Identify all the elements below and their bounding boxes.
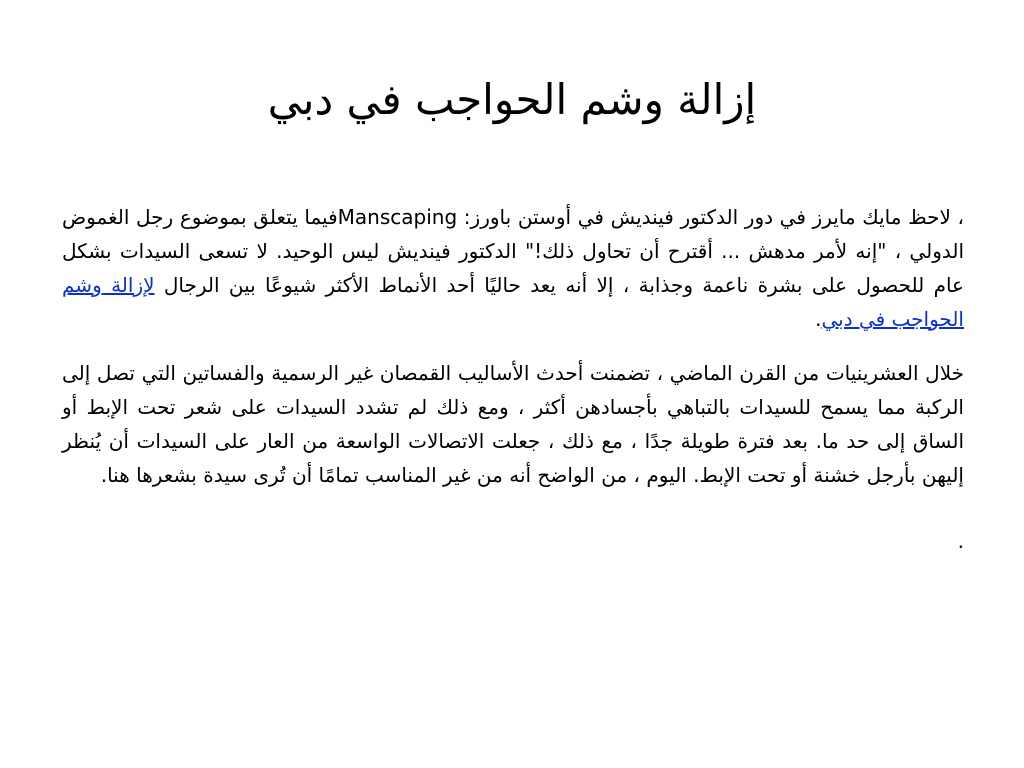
paragraph-1	[62, 200, 964, 336]
paragraph-1-text: ، لاحظ مايك مايرز في دور الدكتور فينديش في أوستن باورز: Manscapingفيما يتعلق بموضوع رجل الغموض الدولي ، "إنه لأمر مدهش ... أقترح أن تحاول ذلك!" الدكتور فينديش ليس الوحيد. لا تسعى السيدات بشكل عام للحصول على بشرة ناعمة وجذابة ، إلا أنه يعد حاليًا أحد الأنماط الأكثر شيوعًا بين الرجال	[62, 205, 965, 297]
paragraph-2: خلال العشرينيات من القرن الماضي ، تضمنت أحدث الأساليب القمصان غير الرسمية والفساتين التي تصل إلى الركبة مما يسمح للسيدات بالتباهي بأجسادهن أكثر ، ومع ذلك لم تشدد السيدات على شعر تحت الإبط أو الساق إلى حد ما. بعد فترة طويلة جدًا ، مع ذلك ، جعلت الاتصالات الواسعة من العار على السيدات أن يُنظر إليهن بأرجل خشنة أو تحت الإبط. اليوم ، من الواضح أنه من غير المناسب تمامًا أن تُرى سيدة بشعرها هنا.	[62, 361, 964, 487]
slide-body	[62, 200, 964, 558]
trailing-dot: .	[957, 529, 964, 553]
eyebrow-tattoo-removal-link[interactable]: لإزالة وشم الحواجب في دبي	[62, 273, 964, 331]
slide-title: إزالة وشم الحواجب في دبي	[267, 75, 757, 124]
paragraph-1-end: .	[815, 307, 822, 331]
